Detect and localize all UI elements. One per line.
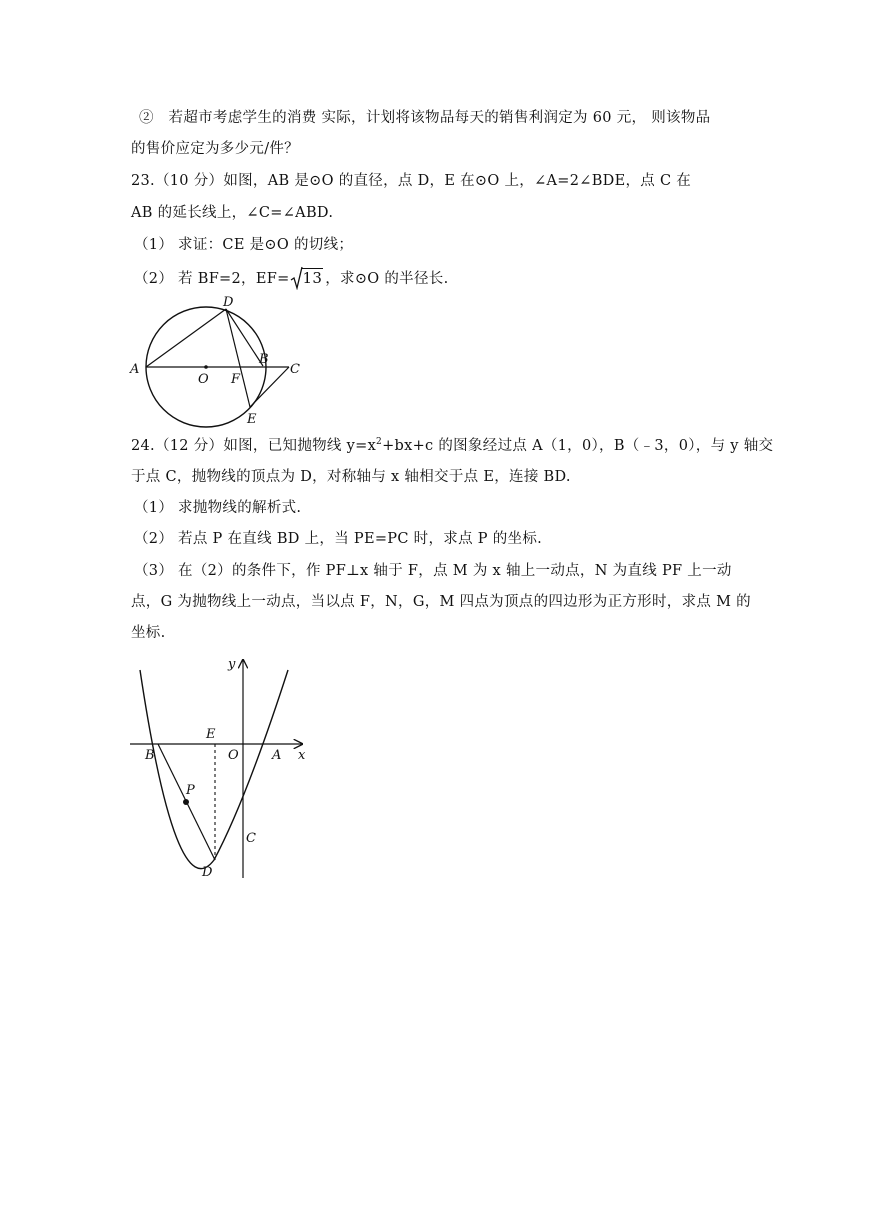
- q24-stem-line-2: 于点 C，抛物线的顶点为 D，对称轴与 x 轴相交于点 E，连接 BD.: [131, 469, 571, 485]
- label-a: A: [130, 362, 140, 377]
- q23-part-2-prefix: （2） 若 BF=2，EF=: [134, 271, 290, 287]
- line-ec: [250, 367, 289, 407]
- q24-part-3-line-1: （3） 在（2）的条件下，作 PF⊥x 轴于 F，点 M 为 x 轴上一动点，N 为直线 PF 上一动: [134, 563, 732, 579]
- sqrt-13: [290, 268, 324, 289]
- q23-stem-line-1: 23.（10 分）如图，AB 是⊙O 的直径，点 D，E 在⊙O 上，∠A=2∠BDE，点 C 在: [131, 173, 692, 189]
- label-b: B: [145, 748, 155, 763]
- q23-part-2: [134, 268, 448, 289]
- q24-stem-pre: 24.（12 分）如图，已知抛物线 y=x: [131, 438, 377, 454]
- label-f: F: [231, 372, 241, 387]
- q22-text-1: 若超市考虑学生的消费 实际，计划将该物品每天的销售利润定为 60 元， 则该物品: [168, 110, 711, 126]
- point-p: [183, 799, 189, 805]
- label-c: C: [246, 831, 256, 846]
- q24-part-1: （1） 求抛物线的解析式.: [134, 500, 302, 516]
- label-c: C: [290, 362, 300, 377]
- label-o: O: [198, 372, 209, 387]
- q24-part-3-line-2: 点，G 为抛物线上一动点，当以点 F，N，G，M 四点为顶点的四边形为正方形时，求点 M 的: [131, 594, 751, 610]
- q22-marker: ②: [139, 110, 154, 126]
- q24-stem-post: +bx+c 的图象经过点 A（1，0），B（﹣3，0），与 y 轴交: [382, 438, 774, 454]
- q24-exponent: 2: [376, 437, 383, 448]
- center-dot: [204, 365, 208, 369]
- line-de: [226, 309, 250, 407]
- label-a: A: [272, 748, 282, 763]
- label-d: D: [223, 295, 234, 310]
- line-ad: [146, 309, 226, 367]
- q24-part-3-line-3: 坐标.: [131, 625, 166, 641]
- label-x: x: [298, 748, 306, 763]
- q24-stem-line-1: [131, 436, 773, 456]
- q23-part-1: （1） 求证：CE 是⊙O 的切线；: [134, 237, 354, 253]
- radicand: 13: [302, 269, 323, 287]
- parabola-curve: [140, 670, 288, 869]
- q23-circle-figure: [128, 293, 308, 428]
- label-b: B: [259, 352, 269, 367]
- label-o: O: [228, 748, 239, 763]
- q24-part-2: （2） 若点 P 在直线 BD 上，当 PE=PC 时，求点 P 的坐标.: [134, 531, 543, 547]
- q22-line-1: [139, 108, 710, 128]
- q22-line-2: 的售价应定为多少元/件？: [131, 141, 299, 157]
- q23-part-2-suffix: ，求⊙O 的半径长.: [325, 271, 449, 287]
- q24-parabola-figure: [126, 650, 316, 885]
- q23-stem-line-2: AB 的延长线上，∠C=∠ABD.: [131, 205, 334, 221]
- label-e: E: [247, 412, 257, 427]
- label-y: y: [228, 657, 236, 672]
- label-d: D: [202, 865, 213, 880]
- label-e: E: [206, 727, 216, 742]
- label-p: P: [186, 783, 195, 798]
